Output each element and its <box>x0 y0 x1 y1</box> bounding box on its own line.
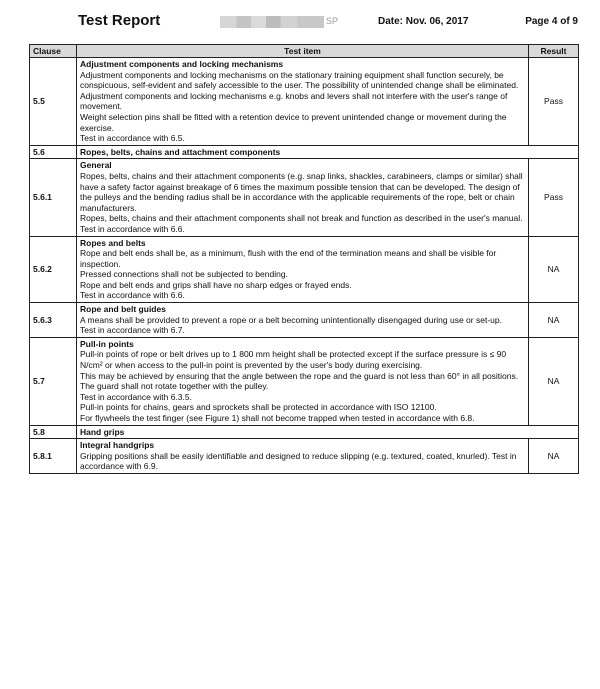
requirement-text: Pressed connections shall not be subjected to bending. <box>80 269 288 280</box>
requirement-text: Test in accordance with 6.5. <box>80 133 185 144</box>
clause-number: 5.6 <box>30 145 77 159</box>
report-title: Test Report <box>78 12 161 29</box>
test-item-title: Ropes and belts <box>80 237 146 248</box>
requirement-text: This may be achieved by ensuring that the angle between the rope and the guard is not less than 60° in all positions. The guard shall not rotate together with the pulley. <box>80 370 519 392</box>
clause-number: 5.8 <box>30 425 77 439</box>
section-row <box>30 145 579 159</box>
requirement-text: For flywheels the test finger (see Figure 1) shall not become trapped when tested in accordance with 6.8. <box>80 413 475 423</box>
result-column-header: Result <box>529 45 579 58</box>
section-title: Ropes, belts, chains and attachment components <box>77 145 579 159</box>
section-title: Hand grips <box>77 425 579 439</box>
test-item-title: Adjustment components and locking mechanisms <box>80 59 284 69</box>
table-row <box>30 439 579 474</box>
result-value: Pass <box>529 58 579 146</box>
clause-number: 5.6.3 <box>30 303 77 338</box>
table-row <box>30 159 579 236</box>
requirement-text: Test in accordance with 6.6. <box>80 290 185 301</box>
result-value: NA <box>529 337 579 425</box>
requirement-text: Gripping positions shall be easily identifiable and designed to reduce slipping (e.g. textured, coated, knurled). Test in accordance with 6.9. <box>80 450 517 472</box>
result-value: Pass <box>529 159 579 236</box>
clause-number: 5.6.2 <box>30 236 77 303</box>
test-item-cell <box>77 58 529 146</box>
result-value: NA <box>529 303 579 338</box>
table-header-row <box>30 45 579 58</box>
clause-number: 5.8.1 <box>30 439 77 474</box>
test-item-title: General <box>80 160 112 171</box>
requirement-text: Adjustment components and locking mechanisms e.g. knobs and levers shall not interfere with the user's range of movement. <box>80 90 508 112</box>
test-item-title: Pull-in points <box>80 338 134 349</box>
clause-number: 5.7 <box>30 337 77 425</box>
requirement-text: Rope and belt ends and grips shall have no sharp edges or frayed ends. <box>80 279 352 290</box>
page-header <box>78 12 578 34</box>
requirement-text: Pull-in points for chains, gears and sprockets shall be protected in accordance with ISO 12100. <box>80 402 437 413</box>
test-item-title: Integral handgrips <box>80 440 155 451</box>
test-item-column-header: Test item <box>77 45 529 58</box>
page-number: Page 4 of 9 <box>525 16 578 27</box>
requirement-text: Adjustment components and locking mechanisms on the stationary training equipment shall function securely, be conspicuous, self-evident and safely accessible to the user. The possibility of unintended change shall be eliminated. <box>80 69 519 91</box>
table-row <box>30 337 579 425</box>
test-item-cell <box>77 337 529 425</box>
requirement-text: Weight selection pins shall be fitted with a retention device to prevent unintended change or movement during the exercise. <box>80 111 507 133</box>
report-date: Date: Nov. 06, 2017 <box>378 16 469 27</box>
requirement-text: Ropes, belts, chains and their attachment components shall not break and function as described in the user's manual. <box>80 213 523 224</box>
table-row <box>30 236 579 303</box>
requirement-text: A means shall be provided to prevent a rope or a belt becoming unintentionally disengaged during use or set-up. <box>80 314 502 325</box>
clause-column-header: Clause <box>30 45 77 58</box>
table-body <box>30 58 579 474</box>
report-number-suffix: SP <box>326 16 339 26</box>
test-item-title: Rope and belt guides <box>80 304 166 315</box>
requirement-text: Ropes, belts, chains and their attachment components (e.g. snap links, shackles, carabineers, clamps or similar) shall have a safety factor against breakage of 6 times the maximum possible tension that can be developed. The design of the pulleys and the bending radius shall be in accordance with the applicable requirements of the rope, belt or chain manufacturers. <box>80 170 523 213</box>
test-item-cell <box>77 303 529 338</box>
table-row <box>30 303 579 338</box>
result-value: NA <box>529 439 579 474</box>
clause-number: 5.5 <box>30 58 77 146</box>
section-row <box>30 425 579 439</box>
requirement-text: Test in accordance with 6.6. <box>80 223 185 234</box>
result-value: NA <box>529 236 579 303</box>
table-row <box>30 58 579 146</box>
requirement-text: Rope and belt ends shall be, as a minimum, flush with the end of the termination means and shall be visible for inspection. <box>80 248 497 269</box>
redacted-report-number <box>220 16 324 28</box>
test-item-table <box>29 44 579 474</box>
clause-number: 5.6.1 <box>30 159 77 236</box>
test-item-cell <box>77 236 529 303</box>
requirement-text: Test in accordance with 6.3.5. <box>80 391 192 402</box>
requirement-text: Pull-in points of rope or belt drives up to 1 800 mm height shall be protected except if the surface pressure is ≤ 90 N/cm² or when access to the pull-in point is prevented by the user's body during exercising. <box>80 349 507 371</box>
test-item-cell <box>77 159 529 236</box>
requirement-text: Test in accordance with 6.7. <box>80 325 185 336</box>
test-item-cell <box>77 439 529 474</box>
